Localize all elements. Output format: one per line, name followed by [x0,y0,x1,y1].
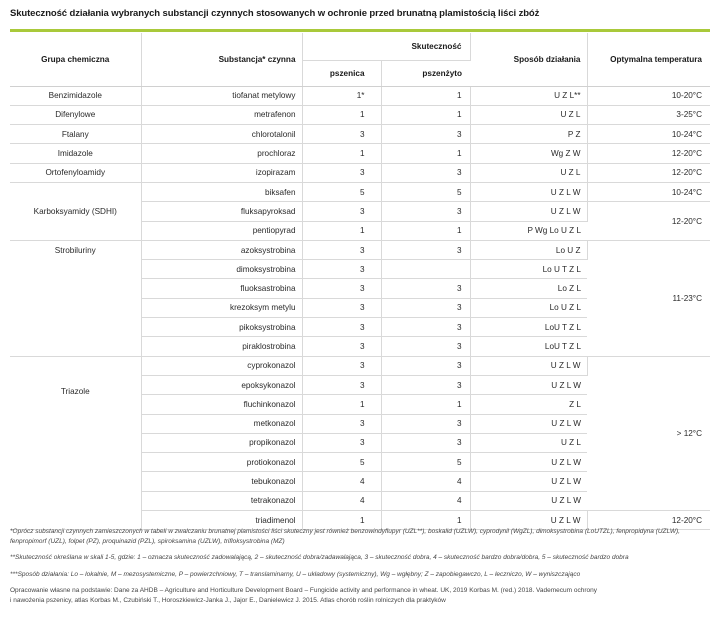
efficacy-table [10,33,710,530]
wheat-efficacy-cell: 3 [302,356,381,375]
triticale-efficacy-cell: 3 [381,163,470,182]
substance-cell: tebukonazol [141,472,302,491]
wheat-efficacy-cell: 3 [302,375,381,394]
mode-cell: Lo Z L [470,279,587,298]
header-temperatura: Optymalna temperatura [587,33,710,86]
triticale-efficacy-cell: 3 [381,414,470,433]
temperature-cell: 10-20°C [587,86,710,105]
substance-cell: epoksykonazol [141,375,302,394]
triticale-efficacy-cell: 3 [381,356,470,375]
mode-cell: U Z L W [470,202,587,221]
group-cell: Strobiluriny [10,240,141,356]
triticale-efficacy-cell: 3 [381,279,470,298]
substance-cell: propikonazol [141,433,302,452]
source-line-2: i nawożenia pszenicy, atlas Korbas M., Czubiński T., Horoszkiewicz-Janka J., Jajor E., Danielewicz J. 2015. Atlas chorób roślin rolniczych dla praktyków [10,596,446,604]
source-line-1: Opracowanie własne na podstawie: Dane za AHDB – Agriculture and Horticulture Development Board – Fungicide activity and performance in wheat. UK, 2019 Korbas M. (red.) 2018. Vademecum ochrony [10,587,597,595]
header-sposob: Sposób działania [470,33,587,86]
substance-cell: biksafen [141,182,302,201]
table-row [10,105,710,124]
wheat-efficacy-cell: 1 [302,511,381,530]
mode-cell: U Z L W [470,414,587,433]
table-row [10,356,710,375]
header-skutecznosc: Skuteczność [302,33,470,60]
group-cell: Ftalany [10,125,141,144]
wheat-efficacy-cell: 3 [302,125,381,144]
substance-cell: protiokonazol [141,453,302,472]
temperature-cell: 3-25°C [587,105,710,124]
temperature-cell: 12-20°C [587,511,710,530]
footnotes [10,527,710,606]
wheat-efficacy-cell: 1 [302,144,381,163]
group-cell: Triazole [10,356,141,530]
triticale-efficacy-cell: 3 [381,375,470,394]
substance-cell: izopirazam [141,163,302,182]
group-cell: Ortofenyloamidy [10,163,141,182]
mode-cell: U Z L [470,433,587,452]
wheat-efficacy-cell: 5 [302,182,381,201]
table-row [10,144,710,163]
wheat-efficacy-cell: 4 [302,491,381,510]
wheat-efficacy-cell: 3 [302,414,381,433]
group-cell: Imidazole [10,144,141,163]
substance-cell: tetrakonazol [141,491,302,510]
footnote-other-substances: *Oprócz substancji czynnych zamieszczonych w tabeli w zwalczaniu brunatnej plamistości liści skuteczny jest również benzowindyflupyr (UZL**), boskalid (UZLW), cyprodynil (WgZL), dimoksystrobina (LoUTZL), fenpropidyna (UZLW), fenpropimorf (UZL), folpet (PZ), proquinazid (PZL), spiroksamina (UZLW), trifloksystrobina (MZ) [10,528,680,545]
mode-cell: P Wg Lo U Z L [470,221,587,240]
mode-cell: LoU T Z L [470,337,587,356]
wheat-efficacy-cell: 1 [302,105,381,124]
triticale-efficacy-cell [381,260,470,279]
mode-cell: P Z [470,125,587,144]
table-row [10,163,710,182]
table-row [10,125,710,144]
wheat-efficacy-cell: 3 [302,298,381,317]
footnote-mode-of-action: ***Sposób działania: Lo – lokalnie, M – mezosystemiczne, P – powierzchniowy, T – translaminarny, U – układowy (systemiczny), Wg – wgłębny; Z – zapobiegawczo, L – leczniczo, W – wyniszczająco [10,570,581,578]
substance-cell: fluchinkonazol [141,395,302,414]
triticale-efficacy-cell: 1 [381,144,470,163]
mode-cell: U Z L W [470,356,587,375]
header-pszenzyto: pszenżyto [381,60,470,86]
substance-cell: krezoksym metylu [141,298,302,317]
substance-cell: prochloraz [141,144,302,163]
triticale-efficacy-cell: 3 [381,298,470,317]
triticale-efficacy-cell: 1 [381,511,470,530]
temperature-cell: 11-23°C [587,240,710,356]
mode-cell: Lo U T Z L [470,260,587,279]
temperature-cell: 12-20°C [587,163,710,182]
group-cell: Difenylowe [10,105,141,124]
substance-cell: pikoksystrobina [141,318,302,337]
mode-cell: U Z L W [470,511,587,530]
group-cell: Karboksyamidy (SDHI) [10,182,141,240]
substance-cell: chlorotalonil [141,125,302,144]
triticale-efficacy-cell: 3 [381,240,470,259]
page-title: Skuteczność działania wybranych substancji czynnych stosowanych w ochronie przed brunatną plamistością liści zbóż [10,8,540,19]
temperature-cell: 10-24°C [587,125,710,144]
table-row [10,240,710,259]
mode-cell: U Z L W [470,375,587,394]
triticale-efficacy-cell: 1 [381,86,470,105]
mode-cell: Wg Z W [470,144,587,163]
mode-cell: U Z L [470,163,587,182]
substance-cell: tiofanat metylowy [141,86,302,105]
mode-cell: U Z L [470,105,587,124]
wheat-efficacy-cell: 3 [302,318,381,337]
substance-cell: metkonazol [141,414,302,433]
substance-cell: metrafenon [141,105,302,124]
substance-cell: cyprokonazol [141,356,302,375]
triticale-efficacy-cell: 4 [381,491,470,510]
mode-cell: Lo U Z [470,240,587,259]
wheat-efficacy-cell: 5 [302,453,381,472]
triticale-efficacy-cell: 5 [381,453,470,472]
substance-cell: fluoksastrobina [141,279,302,298]
mode-cell: Z L [470,395,587,414]
substance-cell: piraklostrobina [141,337,302,356]
wheat-efficacy-cell: 4 [302,472,381,491]
mode-cell: Lo U Z L [470,298,587,317]
title-rule [10,29,710,32]
mode-cell: LoU T Z L [470,318,587,337]
header-pszenica: pszenica [302,60,381,86]
wheat-efficacy-cell: 3 [302,433,381,452]
mode-cell: U Z L W [470,182,587,201]
wheat-efficacy-cell: 3 [302,163,381,182]
triticale-efficacy-cell: 4 [381,472,470,491]
wheat-efficacy-cell: 3 [302,337,381,356]
wheat-efficacy-cell: 3 [302,202,381,221]
triticale-efficacy-cell: 3 [381,125,470,144]
substance-cell: pentiopyrad [141,221,302,240]
wheat-efficacy-cell: 3 [302,240,381,259]
triticale-efficacy-cell: 1 [381,105,470,124]
triticale-efficacy-cell: 1 [381,221,470,240]
substance-cell: fluksapyroksad [141,202,302,221]
mode-cell: U Z L W [470,472,587,491]
header-substancja: Substancja* czynna [141,33,302,86]
footnote-efficacy-scale: **Skuteczność określana w skali 1-5, gdzie: 1 – oznacza skuteczność zadowalającą, 2 – skuteczność dobra/zadawalająca, 3 – skuteczność dobra, 4 – skuteczność bardzo dobra/dobra, 5 – skuteczność bardzo dobra [10,554,629,562]
mode-cell: U Z L** [470,86,587,105]
substance-cell: azoksystrobina [141,240,302,259]
triticale-efficacy-cell: 3 [381,337,470,356]
wheat-efficacy-cell: 1 [302,221,381,240]
wheat-efficacy-cell: 3 [302,260,381,279]
header-grupa: Grupa chemiczna [10,33,141,86]
substance-cell: dimoksystrobina [141,260,302,279]
table-row [10,182,710,201]
temperature-cell: > 12°C [587,356,710,510]
wheat-efficacy-cell: 1 [302,395,381,414]
triticale-efficacy-cell: 3 [381,318,470,337]
temperature-cell: 12-20°C [587,144,710,163]
triticale-efficacy-cell: 3 [381,433,470,452]
triticale-efficacy-cell: 5 [381,182,470,201]
mode-cell: U Z L W [470,491,587,510]
group-cell: Benzimidazole [10,86,141,105]
wheat-efficacy-cell: 3 [302,279,381,298]
temperature-cell: 10-24°C [587,182,710,201]
mode-cell: U Z L W [470,453,587,472]
triticale-efficacy-cell: 3 [381,202,470,221]
temperature-cell: 12-20°C [587,202,710,241]
triticale-efficacy-cell: 1 [381,395,470,414]
table-row [10,86,710,105]
wheat-efficacy-cell: 1* [302,86,381,105]
substance-cell: triadimenol [141,511,302,530]
